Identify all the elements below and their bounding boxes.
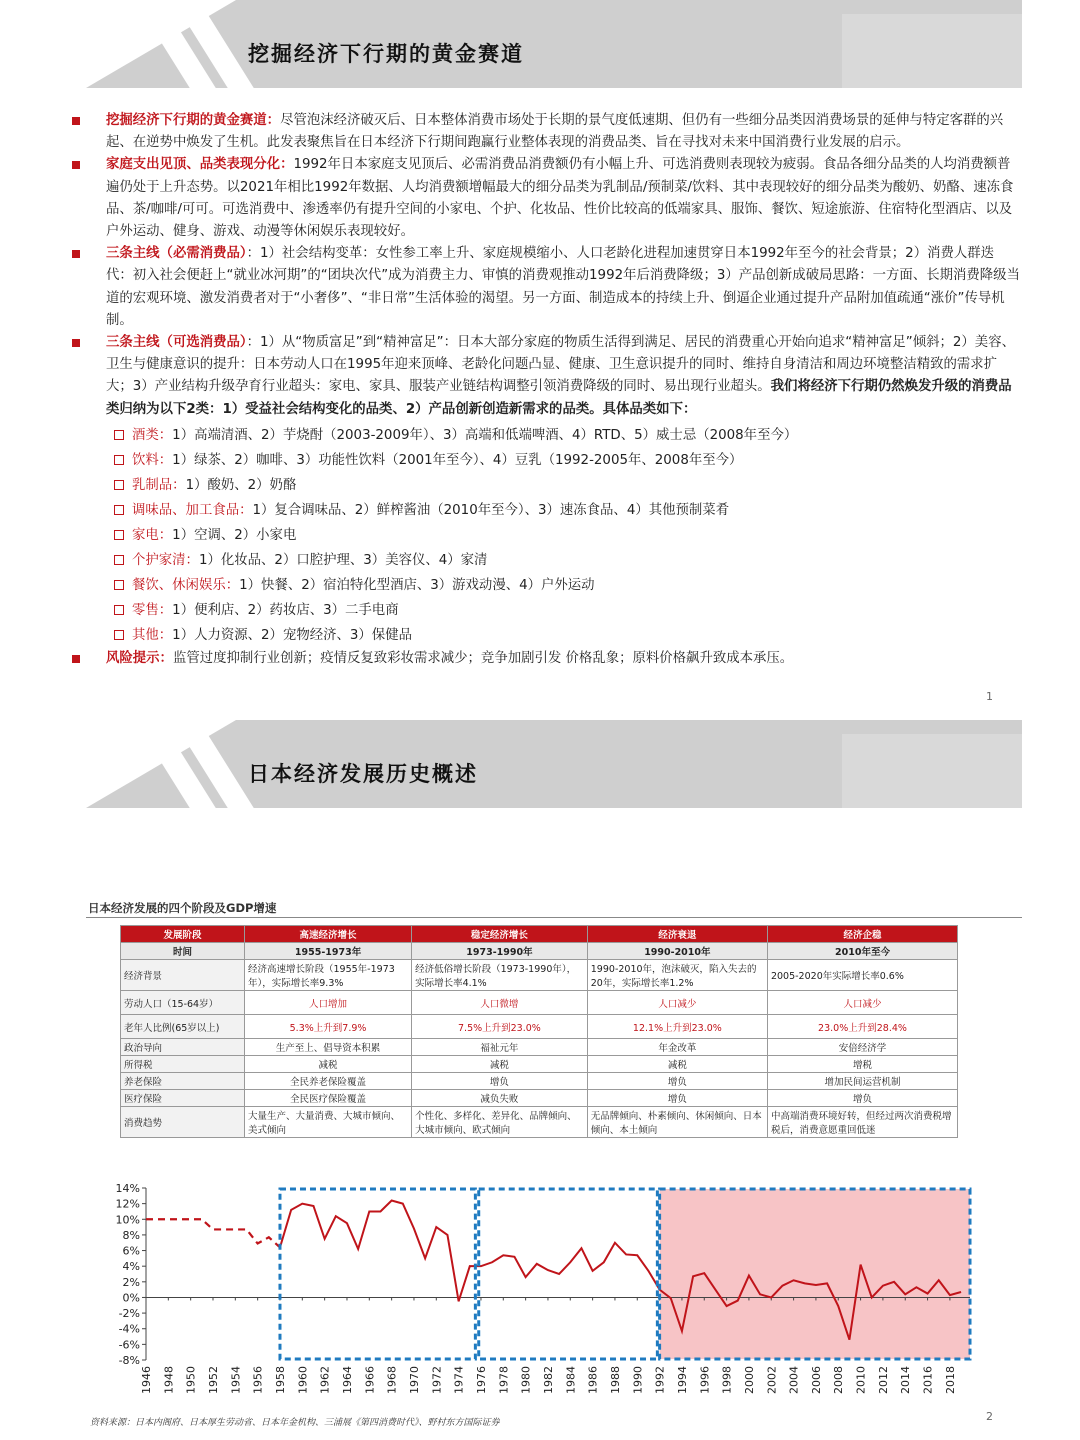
table-cell: 减负失败 [412, 1090, 588, 1107]
y-tick-label: 12% [115, 1197, 140, 1211]
x-tick-label: 2018 [943, 1366, 957, 1394]
x-tick-label: 1990 [631, 1366, 645, 1394]
category-item [70, 448, 1020, 473]
gdp-series-dashed [146, 1219, 280, 1247]
table-cell: 安倍经济学 [767, 1039, 957, 1056]
title-banner [86, 0, 1022, 88]
title-banner [86, 720, 1022, 808]
table-cell: 12.1%上升到23.0% [587, 1015, 767, 1039]
x-tick-label: 1958 [273, 1366, 287, 1394]
table-cell: 经济高速增长阶段（1955年-1973年），实际增长率9.3% [245, 960, 412, 991]
stage-header: 经济企稳 [767, 926, 957, 943]
x-tick-label: 1984 [564, 1366, 578, 1394]
divider [86, 917, 1022, 918]
category-text: 1）绿茶、2）咖啡、3）功能性饮料（2001年至今）、4）豆乳（1992-2005年、2008年至今） [172, 452, 743, 468]
x-tick-label: 1946 [140, 1366, 153, 1394]
checkbox-icon [114, 530, 124, 540]
x-tick-label: 1976 [474, 1366, 488, 1394]
x-tick-label: 1950 [184, 1366, 198, 1394]
checkbox-icon [114, 480, 124, 490]
recession-shading [660, 1189, 970, 1359]
category-text: 1）空调、2）小家电 [172, 527, 297, 543]
period-highlight-box [479, 1189, 658, 1359]
row-label: 所得税 [121, 1056, 245, 1073]
x-tick-label: 1988 [608, 1366, 622, 1394]
category-label: 零售： [132, 602, 173, 618]
category-text: 1）便利店、2）药妆店、3）二手电商 [172, 602, 399, 618]
x-tick-label: 1974 [452, 1366, 466, 1394]
category-label: 餐饮、休闲娱乐： [132, 577, 240, 593]
x-tick-label: 1968 [385, 1366, 399, 1394]
checkbox-icon [114, 555, 124, 565]
x-tick-label: 1954 [229, 1366, 243, 1394]
category-text: 1）化妆品、2）口腔护理、3）美容仪、4）家清 [198, 552, 488, 568]
page-number: 1 [986, 690, 993, 703]
checkbox-icon [114, 505, 124, 515]
table-cell: 年金改革 [587, 1039, 767, 1056]
y-tick-label: 14% [115, 1182, 140, 1195]
table-cell: 7.5%上升到23.0% [412, 1015, 588, 1039]
y-tick-label: -2% [118, 1307, 140, 1321]
page-title: 日本经济发展历史概述 [248, 761, 478, 786]
category-item [70, 423, 1020, 448]
x-tick-label: 1964 [340, 1366, 354, 1394]
table-cell: 增负 [587, 1073, 767, 1090]
table-cell: 大量生产、大量消费、大城市倾向、美式倾向 [245, 1107, 412, 1138]
y-tick-label: 10% [115, 1213, 140, 1227]
table-row [121, 1073, 958, 1090]
gdp-growth-chart [86, 1180, 986, 1425]
table-cell: 全民医疗保险覆盖 [245, 1090, 412, 1107]
x-tick-label: 1962 [318, 1366, 332, 1394]
x-tick-label: 1992 [653, 1366, 667, 1394]
table-cell: 中高端消费环境好转，但经过两次消费税增税后，消费意愿重回低迷 [767, 1107, 957, 1138]
y-tick-label: 6% [122, 1244, 140, 1258]
category-text: 1）高端清酒、2）芋烧酎（2003-2009年）、3）高端和低端啤酒、4）RTD、5）威士忌（2008年至今） [172, 427, 798, 443]
table-title: 日本经济发展的四个阶段及GDP增速 [88, 901, 277, 915]
bullet-4: 三条主线（可选消费品）：1）从“物质富足”到“精神富足”：日本大部分家庭的物质生活得到满足、居民的消费重心开始向追求“精神富足”倾斜；2）美容、卫生与健康意识的提升：日本劳动人口在1995年迎来顶峰、老龄化问题凸显、健康、卫生意识提升的同时、维持自身清洁和周边环境整洁精致的需求扩大；3）产业结构升级孕育行业超头：家电、家具、服装产业链结构调整引领消费降级的同时、易出现行业超头。我们将经济下行期仍然焕发升级的消费品类归纳为以下2类：1）受益社会结构变化的品类、2）产品创新创造新需求的品类。具体品类如下： [70, 332, 1020, 421]
table-cell: 全民养老保险覆盖 [245, 1073, 412, 1090]
table-cell: 人口增加 [245, 991, 412, 1015]
row-label: 医疗保险 [121, 1090, 245, 1107]
category-item [70, 548, 1020, 573]
x-tick-label: 1982 [541, 1366, 555, 1394]
row-label: 时间 [121, 943, 245, 960]
category-text: 1）快餐、2）宿泊特化型酒店、3）游戏动漫、4）户外运动 [239, 577, 595, 593]
y-tick-label: 8% [122, 1228, 140, 1242]
category-label: 个护家清： [132, 552, 199, 568]
x-tick-label: 2014 [899, 1366, 913, 1394]
table-cell: 增负 [587, 1090, 767, 1107]
x-tick-label: 1970 [407, 1366, 421, 1394]
table-cell: 人口微增 [412, 991, 588, 1015]
table-row [121, 1039, 958, 1056]
x-tick-label: 2008 [832, 1366, 846, 1394]
y-tick-label: -4% [118, 1322, 140, 1336]
category-list [70, 423, 1020, 648]
row-label: 劳动人口（15-64岁） [121, 991, 245, 1015]
stages-table [120, 925, 958, 1138]
x-tick-label: 2004 [787, 1366, 801, 1394]
checkbox-icon [114, 605, 124, 615]
category-label: 其他： [132, 627, 173, 643]
row-label: 养老保险 [121, 1073, 245, 1090]
x-tick-label: 1986 [586, 1366, 600, 1394]
table-cell: 人口减少 [587, 991, 767, 1015]
table-cell: 增负 [412, 1073, 588, 1090]
y-tick-label: 0% [122, 1291, 140, 1305]
table-cell: 无品牌倾向、朴素倾向、休闲倾向、日本倾向、本土倾向 [587, 1107, 767, 1138]
table-cell: 1990-2010年，泡沫破灭，陷入失去的20年，实际增长率1.2% [587, 960, 767, 991]
x-tick-label: 1998 [720, 1366, 734, 1394]
table-cell: 福祉元年 [412, 1039, 588, 1056]
table-cell: 1990-2010年 [587, 943, 767, 960]
table-row [121, 960, 958, 991]
category-label: 酒类： [132, 427, 173, 443]
risk-bullet: 风险提示：监管过度抑制行业创新；疫情反复致彩妆需求减少；竞争加剧引发 价格乱象；原料价格飙升致成本承压。 [70, 648, 1020, 670]
x-tick-label: 2016 [921, 1366, 935, 1394]
stage-header: 稳定经济增长 [412, 926, 588, 943]
checkbox-icon [114, 630, 124, 640]
page-number: 2 [986, 1410, 993, 1423]
checkbox-icon [114, 455, 124, 465]
category-label: 乳制品： [132, 477, 186, 493]
table-row [121, 1015, 958, 1039]
category-item [70, 498, 1020, 523]
x-tick-label: 1978 [497, 1366, 511, 1394]
table-cell: 个性化、多样化、差异化、品牌倾向、大城市倾向、欧式倾向 [412, 1107, 588, 1138]
bullet-1: 挖掘经济下行期的黄金赛道：尽管泡沫经济破灭后、日本整体消费市场处于长期的景气度低速期、但仍有一些细分品类因消费场景的延伸与特定客群的兴起、在逆势中焕发了生机。此发表聚焦旨在日本经济下行期间跑赢行业整体表现的消费品类、旨在寻找对未来中国消费行业发展的启示。 [70, 110, 1020, 154]
x-tick-label: 2000 [742, 1366, 756, 1394]
table-cell: 减税 [412, 1056, 588, 1073]
table-cell: 增税 [767, 1056, 957, 1073]
table-cell: 1973-1990年 [412, 943, 588, 960]
table-cell: 增加民间运营机制 [767, 1073, 957, 1090]
summary-body [70, 110, 1020, 670]
table-cell: 23.0%上升到28.4% [767, 1015, 957, 1039]
x-tick-label: 1960 [296, 1366, 310, 1394]
x-tick-label: 2002 [765, 1366, 779, 1394]
x-tick-label: 2006 [809, 1366, 823, 1394]
category-item [70, 573, 1020, 598]
table-cell: 1955-1973年 [245, 943, 412, 960]
category-label: 饮料： [132, 452, 173, 468]
row-label: 政治导向 [121, 1039, 245, 1056]
x-tick-label: 1952 [206, 1366, 220, 1394]
page-title: 挖掘经济下行期的黄金赛道 [248, 41, 524, 66]
stage-header: 经济衰退 [587, 926, 767, 943]
y-tick-label: -8% [118, 1354, 140, 1367]
table-cell: 减税 [587, 1056, 767, 1073]
category-item [70, 623, 1020, 648]
stage-header: 高速经济增长 [245, 926, 412, 943]
x-tick-label: 2010 [854, 1366, 868, 1394]
table-cell: 经济低俗增长阶段（1973-1990年），实际增长率4.1% [412, 960, 588, 991]
table-cell: 2010年至今 [767, 943, 957, 960]
category-label: 家电： [132, 527, 173, 543]
x-tick-label: 1980 [519, 1366, 533, 1394]
category-item [70, 473, 1020, 498]
row-label: 经济背景 [121, 960, 245, 991]
table-cell: 减税 [245, 1056, 412, 1073]
x-tick-label: 1972 [430, 1366, 444, 1394]
x-tick-label: 1948 [162, 1366, 176, 1394]
table-cell: 人口减少 [767, 991, 957, 1015]
category-item [70, 598, 1020, 623]
category-text: 1）酸奶、2）奶酪 [185, 477, 297, 493]
table-row [121, 943, 958, 960]
category-item [70, 523, 1020, 548]
x-tick-label: 1996 [698, 1366, 712, 1394]
table-row [121, 991, 958, 1015]
y-tick-label: 4% [122, 1260, 140, 1274]
bullet-2: 家庭支出见顶、品类表现分化：1992年日本家庭支见顶后、必需消费品消费额仍有小幅上升、可选消费则表现较为疲弱。食品各细分品类的人均消费额普遍仍处于上升态势。以2021年相比1992年数据、人均消费额增幅最大的细分品类为乳制品/预制菜/饮料、其中表现较好的细分品类为酸奶、奶酪、速冻食品、茶/咖啡/可可。可选消费中、渗透率仍有提升空间的小家电、个护、化妆品、性价比较高的低端家具、服饰、餐饮、短途旅游、住宿特化型酒店、以及户外运动、健身、游戏、动漫等休闲娱乐表现较好。 [70, 154, 1020, 243]
row-label: 消费趋势 [121, 1107, 245, 1138]
y-tick-label: -6% [118, 1338, 140, 1352]
category-text: 1）人力资源、2）宠物经济、3）保健品 [172, 627, 412, 643]
bullet-3: 三条主线（必需消费品）：1）社会结构变革：女性参工率上升、家庭规模缩小、人口老龄化进程加速贯穿日本1992年至今的社会背景；2）消费人群迭代：初入社会便赶上“就业冰河期”的“团块次代”成为消费主力、审慎的消费观推动1992年后消费降级；3）产品创新成破局思路：一方面、长期消费降级当道的宏观环境、激发消费者对于“小奢侈”、“非日常”生活体验的渴望。另一方面、制造成本的持续上升、倒逼企业通过提升产品附加值疏通“涨价”传导机制。 [70, 243, 1020, 332]
table-row [121, 1056, 958, 1073]
header-label: 发展阶段 [121, 926, 245, 943]
table-row [121, 1090, 958, 1107]
table-row [121, 1107, 958, 1138]
x-tick-label: 1994 [675, 1366, 689, 1394]
category-text: 1）复合调味品、2）鲜榨酱油（2010年至今）、3）速冻食品、4）其他预制菜肴 [252, 502, 730, 518]
table-cell: 增负 [767, 1090, 957, 1107]
y-tick-label: 2% [122, 1275, 140, 1289]
x-tick-label: 2012 [876, 1366, 890, 1394]
table-cell: 5.3%上升到7.9% [245, 1015, 412, 1039]
row-label: 老年人比例(65岁以上) [121, 1015, 245, 1039]
category-label: 调味品、加工食品： [132, 502, 253, 518]
x-tick-label: 1966 [363, 1366, 377, 1394]
period-highlight-box [280, 1189, 475, 1359]
table-cell: 2005-2020年实际增长率0.6% [767, 960, 957, 991]
table-cell: 生产至上、倡导资本积累 [245, 1039, 412, 1056]
checkbox-icon [114, 580, 124, 590]
x-tick-label: 1956 [251, 1366, 265, 1394]
source-note: 资料来源：日本内阁府、日本厚生劳动省、日本年金机构、三浦展《第四消费时代》、野村东方国际证券 [90, 1418, 500, 1428]
checkbox-icon [114, 430, 124, 440]
